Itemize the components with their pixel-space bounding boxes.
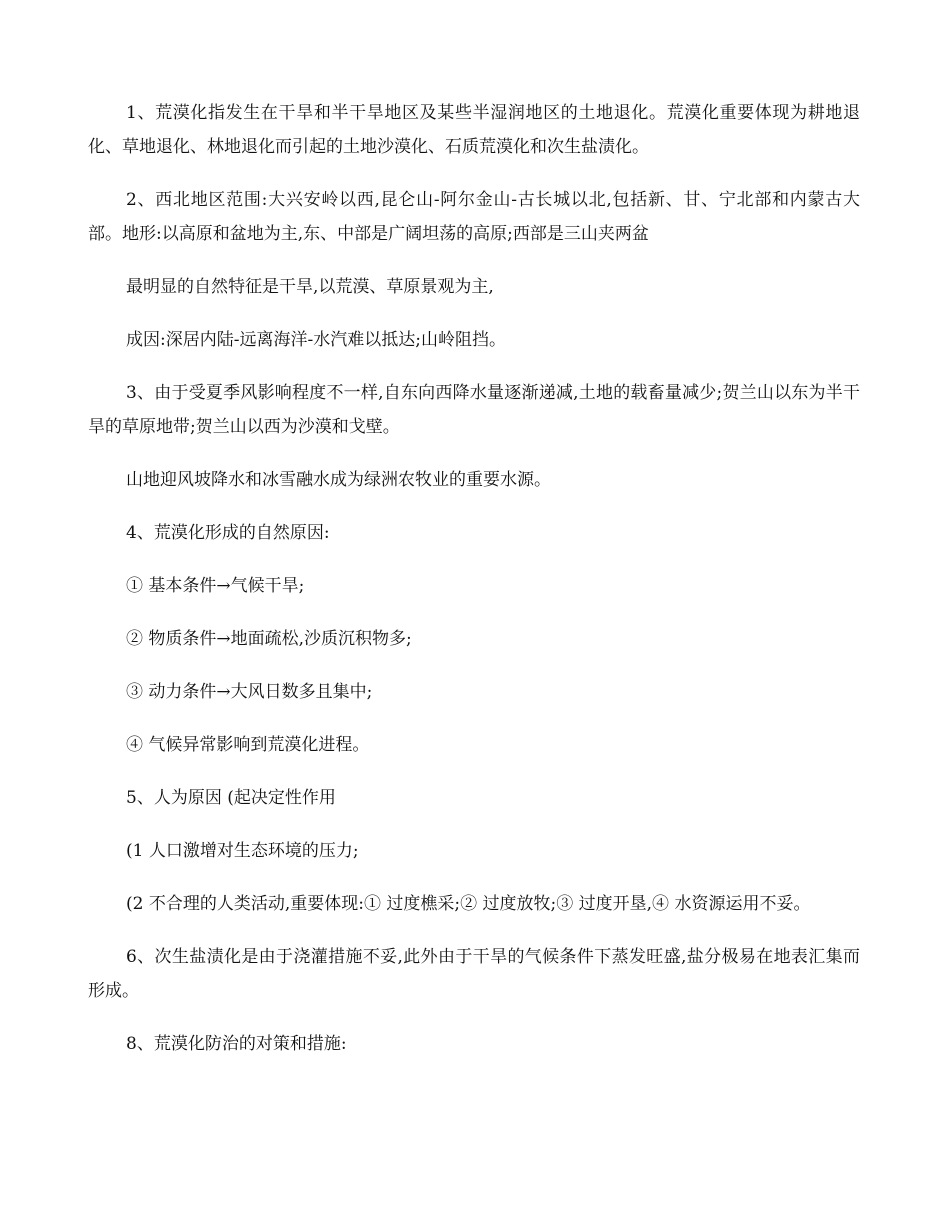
- paragraph-12: 5、人为原因 (起决定性作用: [126, 788, 336, 808]
- paragraph-5: 3、由于受夏季风影响程度不一样,自东向西降水量逐渐递减,土地的载畜量减少;贺兰山以东为半干旱的草原地带;贺兰山以西为沙漠和戈壁。: [88, 383, 860, 437]
- paragraph-15: 6、次生盐渍化是由于浇灌措施不妥,此外由于干旱的气候条件下蒸发旺盛,盐分极易在地表汇集而形成。: [88, 947, 860, 1001]
- paragraph-16: 8、荒漠化防治的对策和措施:: [126, 1034, 347, 1054]
- paragraph-4: 成因:深居内陆-远离海洋-水汽难以抵达;山岭阻挡。: [126, 330, 506, 350]
- paragraph-8: ① 基本条件→气候干旱;: [126, 576, 305, 596]
- paragraph-11: ④ 气候异常影响到荒漠化进程。: [126, 735, 370, 755]
- paragraph-2: 2、西北地区范围:大兴安岭以西,昆仑山-阿尔金山-古长城以北,包括新、甘、宁北部和内蒙古大部。地形:以高原和盆地为主,东、中部是广阔坦荡的高原;西部是三山夹两盆: [88, 190, 860, 244]
- document-body: [88, 96, 860, 1080]
- paragraph-13: (1 人口激增对生态环境的压力;: [126, 841, 359, 861]
- paragraph-7: 4、荒漠化形成的自然原因:: [126, 523, 330, 543]
- paragraph-6: 山地迎风坡降水和冰雪融水成为绿洲农牧业的重要水源。: [126, 470, 551, 490]
- paragraph-1: 1、荒漠化指发生在干旱和半干旱地区及某些半湿润地区的土地退化。荒漠化重要体现为耕地退化、草地退化、林地退化而引起的土地沙漠化、石质荒漠化和次生盐渍化。: [88, 103, 860, 157]
- paragraph-3: 最明显的自然特征是干旱,以荒漠、草原景观为主,: [126, 277, 494, 297]
- paragraph-10: ③ 动力条件→大风日数多且集中;: [126, 682, 373, 702]
- paragraph-14: (2 不合理的人类活动,重要体现:① 过度樵采;② 过度放牧;③ 过度开垦,④ 水资源运用不妥。: [126, 894, 811, 914]
- paragraph-9: ② 物质条件→地面疏松,沙质沉积物多;: [126, 629, 412, 649]
